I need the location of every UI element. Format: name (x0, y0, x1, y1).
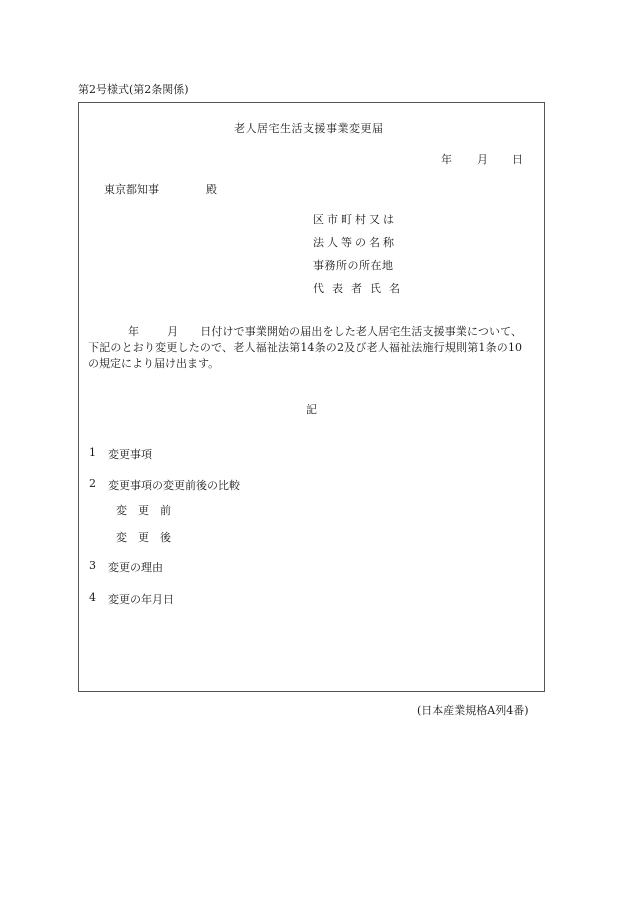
item-3-label: 変更の理由 (108, 561, 163, 574)
body-paragraph (88, 324, 522, 372)
applicant-field-office-address: 事務所の所在地 (313, 259, 394, 272)
item-4-label: 変更の年月日 (108, 593, 174, 606)
item-1-label: 変更事項 (108, 448, 152, 461)
date-day-label: 日 (512, 153, 523, 166)
date-month-label: 月 (477, 153, 488, 166)
applicant-field-municipality: 区市町村又は (313, 213, 397, 226)
item-4-number: 4 (89, 591, 96, 604)
item-1-number: 1 (89, 446, 96, 459)
comparison-before: 変 更 前 (116, 504, 171, 517)
addressee-name: 東京都知事 (104, 183, 159, 196)
item-3-number: 3 (89, 559, 96, 572)
form-title: 老人居宅生活支援事業変更届 (234, 122, 384, 135)
comparison-after: 変 更 後 (116, 531, 171, 544)
item-2-label: 変更事項の変更前後の比較 (108, 479, 240, 492)
addressee-honorific: 殿 (206, 183, 217, 196)
paragraph-text: 日付けで事業開始の届出をした老人居宅生活支援事業について、下記のとおり変更したので、老人福祉法第14条の2及び老人福祉法施行規則第1条の10の規定により届け出ます。 (88, 325, 523, 370)
applicant-field-corporation-name: 法人等の名称 (313, 236, 397, 249)
date-year-label: 年 (441, 153, 452, 166)
form-number: 第2号様式(第2条関係) (78, 83, 189, 96)
paragraph-year-label: 年 (128, 325, 140, 338)
paragraph-month-label: 月 (167, 325, 179, 338)
paper-size-note: (日本産業規格A列4番) (417, 704, 529, 717)
item-2-number: 2 (89, 477, 96, 490)
applicant-field-representative: 代表者氏名 (313, 282, 408, 295)
ki-heading: 記 (306, 403, 317, 416)
